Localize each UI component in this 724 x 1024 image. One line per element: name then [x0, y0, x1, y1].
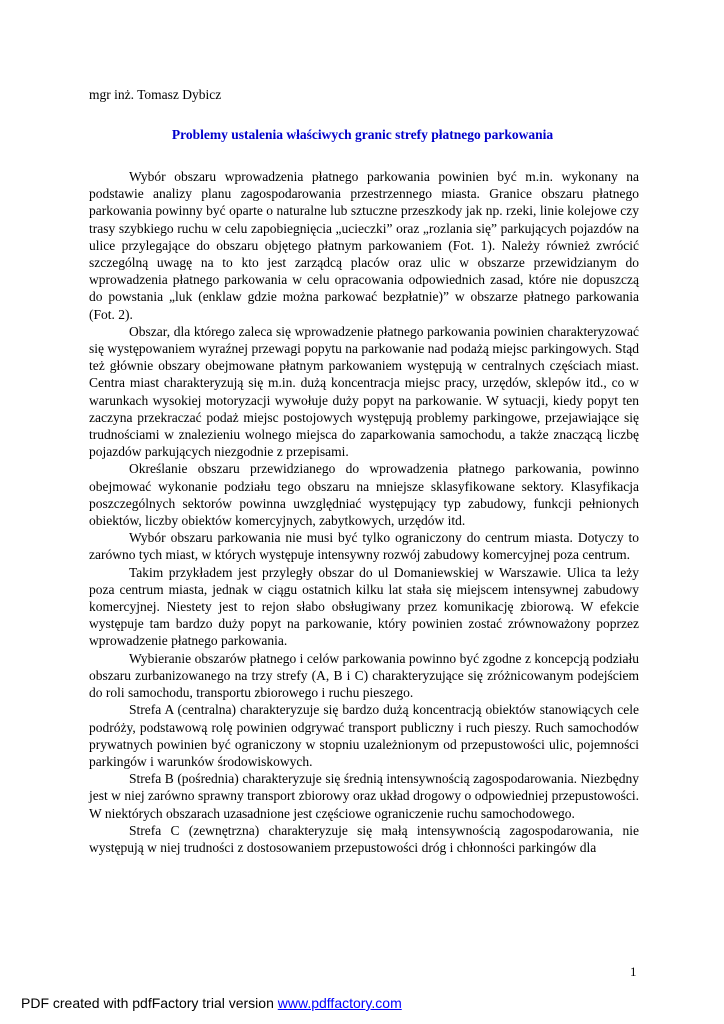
- paragraph: Strefa C (zewnętrzna) charakteryzuje się małą intensywnością zagospodarowania, nie występują w niej trudności z dostosowaniem przepustowości dróg i chłonności parkingów dla: [89, 822, 639, 855]
- footer-text: PDF created with pdfFactory trial version: [21, 995, 278, 1011]
- paragraph: Takim przykładem jest przyległy obszar do ul Domaniewskiej w Warszawie. Ulica ta leży poza centrum miasta, jednak w ciągu ostatnich kilku lat stała się miejscem intensywnej zabudowy komercyjnej. Niestety jest to rejon słabo obsługiwany przez komunikację zbiorową. W efekcie występuje tam bardzo duży popyt na parkowanie, który powinien zostać zrównoważony poprzez wprowadzenie płatnego parkowania.: [89, 564, 639, 649]
- paragraph: Określanie obszaru przewidzianego do wprowadzenia płatnego parkowania, powinno obejmować wykonanie podziału tego obszaru na mniejsze sklasyfikowane sektory. Klasyfikacja poszczególnych sektorów powinna uwzględniać występujący typ zabudowy, funkcji pełnionych obiektów, liczby obiektów komercyjnych, zabytkowych, urzędów itd.: [89, 461, 639, 529]
- paragraph: Wybór obszaru parkowania nie musi być tylko ograniczony do centrum miasta. Dotyczy to zarówno tych miast, w których występuje intensywny rozwój zabudowy komercyjnej poza centrum.: [89, 530, 639, 563]
- pdf-footer: [21, 995, 402, 1011]
- document-body: [89, 168, 639, 856]
- page-number: 1: [630, 964, 637, 979]
- paragraph: Strefa B (pośrednia) charakteryzuje się średnią intensywnością zagospodarowania. Niezbędny jest w niej zarówno sprawny transport zbiorowy oraz układ drogowy o odpowiedniej przepustowości. W niektórych obszarach uzasadnione jest częściowe ograniczenie ruchu samochodowego.: [89, 771, 639, 821]
- document-title: Problemy ustalenia właściwych granic strefy płatnego parkowania: [171, 127, 554, 142]
- pdffactory-link[interactable]: www.pdffactory.com: [277, 995, 402, 1011]
- paragraph: Wybieranie obszarów płatnego i celów parkowania powinno być zgodne z koncepcją podziału obszaru zurbanizowanego na trzy strefy (A, B i C) charakteryzujące się zróżnicowanym podejściem do roli samochodu, transportu zbiorowego i ruchu pieszego.: [89, 650, 639, 701]
- paragraph: Strefa A (centralna) charakteryzuje się bardzo dużą koncentracją obiektów stanowiących cele podróży, podstawową rolę powinien odgrywać transport publiczny i ruch pieszy. Ruch samochodów prywatnych powinien być ograniczony w stopniu uzależnionym od przepustowości ulic, pojemności parkingów i warunków środowiskowych.: [89, 702, 639, 769]
- author-line: mgr inż. Tomasz Dybicz: [89, 87, 222, 102]
- paragraph: Wybór obszaru wprowadzenia płatnego parkowania powinien być m.in. wykonany na podstawie analizy planu zagospodarowania przestrzennego miasta. Granice obszaru płatnego parkowania powinny być oparte o naturalne lub sztuczne przeszkody jak np. rzeki, linie kolejowe czy trasy szybkiego ruchu w celu zapobiegnięcia „ucieczki” oraz „rozlania się” parkujących pojazdów na ulice przylegające do obszaru objętego płatnym parkowaniem (Fot. 1). Należy również zwrócić szczególną uwagę na to kto jest zarządcą placów oraz ulic w obszarze przewidzianym do wprowadzenia płatnego parkowania w celu opracowania odpowiednich zasad, które nie dopuszczą do powstania „luk (enklaw gdzie można parkować bezpłatnie)” w obszarze płatnego parkowania (Fot. 2).: [89, 169, 639, 322]
- paragraph: Obszar, dla którego zaleca się wprowadzenie płatnego parkowania powinien charakteryzować się występowaniem wyraźnej przewagi popytu na parkowanie nad podażą miejsc parkingowych. Stąd też głównie obszary obejmowane płatnym parkowaniem występują w centralnych częściach miast. Centra miast charakteryzują się m.in. dużą koncentracja miejsc pracy, urzędów, sklepów itd., co w warunkach wysokiej motoryzacji wywołuje duży popyt na parkowanie. W sytuacji, kiedy popyt ten zaczyna przekraczać podaż miejsc postojowych występują problemy parkingowe, przejawiające się trudnościami w znalezieniu wolnego miejsca do zaparkowania samochodu, a także znaczącą liczbę pojazdów parkujących niezgodnie z przepisami.: [89, 323, 639, 460]
